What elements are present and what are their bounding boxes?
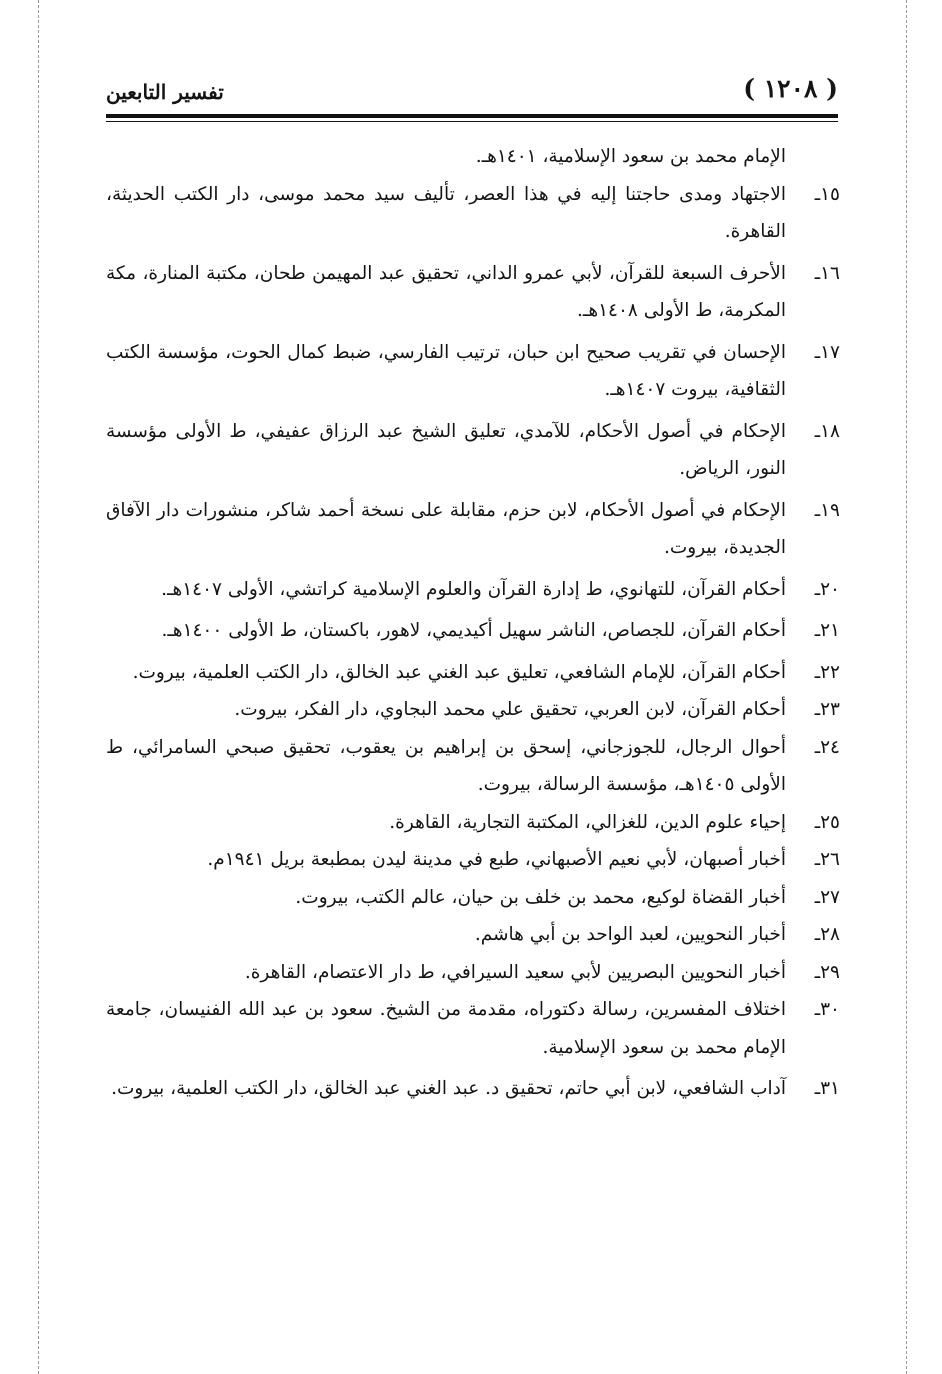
reference-entry <box>106 841 840 879</box>
entry-text: أخبار النحويين، لعبد الواحد بن أبي هاشم. <box>474 924 786 945</box>
entry-text: اختلاف المفسرين، رسالة دكتوراه، مقدمة من الشيخ. سعود بن عبد الله الفنيسان، جامعة الإمام محمد بن سعود الإسلامية. <box>106 999 786 1058</box>
entry-text: أخبار أصبهان، لأبي نعيم الأصبهاني، طبع في مدينة ليدن بمطبعة بريل ١٩٤١م. <box>207 849 786 870</box>
reference-entry <box>106 691 840 729</box>
reference-entry <box>106 916 840 954</box>
entry-text: أحوال الرجال، للجوزجاني، إسحق بن إبراهيم بن يعقوب، تحقيق صبحي السامرائي، ط الأولى ١٤٠٥هـ، مؤسسة الرسالة، بيروت. <box>106 736 786 795</box>
entry-text: أخبار النحويين البصريين لأبي سعيد السيرافي، ط دار الاعتصام، القاهرة. <box>244 961 786 983</box>
reference-entry <box>106 954 840 992</box>
scan-edge-mark-left <box>38 0 39 1374</box>
reference-entry <box>106 991 840 1066</box>
entry-number: ٢٠ـ <box>814 578 840 600</box>
reference-entry <box>106 879 840 917</box>
entry-number: ١٨ـ <box>814 420 840 442</box>
entry-number: ٢٦ـ <box>814 849 840 870</box>
entry-number: ٢٢ـ <box>814 661 840 683</box>
entry-text: آداب الشافعي، لابن أبي حاتم، تحقيق د. عبد الغني عبد الخالق، دار الكتب العلمية، بيروت. <box>111 1078 786 1099</box>
entry-text: الإحكام في أصول الأحكام، للآمدي، تعليق الشيخ عبد الرزاق عفيفي، ط الأولى مؤسسة النور، الرياض. <box>106 420 786 479</box>
entry-number: ٣١ـ <box>814 1078 840 1099</box>
reference-entry <box>106 1070 840 1108</box>
reference-entry <box>106 413 840 488</box>
entry-text: أخبار القضاة لوكيع، محمد بن خلف بن حيان، عالم الكتب، بيروت. <box>295 886 786 908</box>
continued-entry <box>106 138 786 176</box>
running-title: تفسير التابعين <box>106 80 224 104</box>
entry-number: ٢٧ـ <box>814 886 840 908</box>
reference-entry <box>106 729 840 804</box>
entry-text: إحياء علوم الدين، للغزالي، المكتبة التجارية، القاهرة. <box>389 811 786 833</box>
entry-number: ٢٨ـ <box>814 924 840 945</box>
header-rule-thick <box>106 114 838 118</box>
entry-number: ٢٩ـ <box>814 961 840 983</box>
entry-text: الأحرف السبعة للقرآن، لأبي عمرو الداني، تحقيق عبد المهيمن طحان، مكتبة المنارة، مكة المكرمة، ط الأولى ١٤٠٨هـ. <box>106 262 786 321</box>
entry-text: الاجتهاد ومدى حاجتنا إليه في هذا العصر، تأليف سيد محمد موسى، دار الكتب الحديثة، القاهرة. <box>106 183 786 242</box>
scan-edge-mark-right <box>906 0 907 1374</box>
entry-text: أحكام القرآن، للجصاص، الناشر سهيل أكيديمي، لاهور، باكستان، ط الأولى ١٤٠٠هـ. <box>161 620 786 641</box>
reference-entry <box>106 804 840 842</box>
reference-list <box>106 138 840 1108</box>
entry-number: ١٩ـ <box>814 499 840 521</box>
entry-number: ٢١ـ <box>814 620 840 641</box>
entry-number: ١٥ـ <box>814 183 840 205</box>
entry-number: ٢٣ـ <box>814 699 840 720</box>
entry-number: ٢٤ـ <box>814 736 840 758</box>
page-number: ( ١٢٠٨ ) <box>743 74 838 103</box>
entry-text: الإحسان في تقريب صحيح ابن حبان، ترتيب الفارسي، ضبط كمال الحوت، مؤسسة الكتب الثقافية، بيروت ١٤٠٧هـ. <box>106 341 786 400</box>
reference-entry <box>106 492 840 567</box>
entry-text: أحكام القرآن، للتهانوي، ط إدارة القرآن والعلوم الإسلامية كراتشي، الأولى ١٤٠٧هـ. <box>161 578 786 600</box>
entry-text: أحكام القرآن، للإمام الشافعي، تعليق عبد الغني عبد الخالق، دار الكتب العلمية، بيروت. <box>132 661 786 683</box>
entry-text: الإحكام في أصول الأحكام، لابن حزم، مقابلة على نسخة أحمد شاكر، منشورات دار الآفاق الجديدة، بيروت. <box>106 499 786 558</box>
entry-number: ١٧ـ <box>814 341 840 363</box>
entry-number: ٣٠ـ <box>814 999 840 1020</box>
reference-entry <box>106 176 840 251</box>
reference-entry <box>106 654 840 692</box>
reference-entry <box>106 571 840 609</box>
header-rule-thin <box>106 121 838 122</box>
entry-text: الإمام محمد بن سعود الإسلامية، ١٤٠١هـ. <box>475 146 786 167</box>
entry-text: أحكام القرآن، لابن العربي، تحقيق علي محمد البجاوي، دار الفكر، بيروت. <box>234 699 786 720</box>
entry-number: ١٦ـ <box>814 262 840 284</box>
reference-entry <box>106 255 840 330</box>
reference-entry <box>106 612 840 650</box>
entry-number: ٢٥ـ <box>814 811 840 833</box>
page-header <box>106 74 838 114</box>
reference-entry <box>106 334 840 409</box>
